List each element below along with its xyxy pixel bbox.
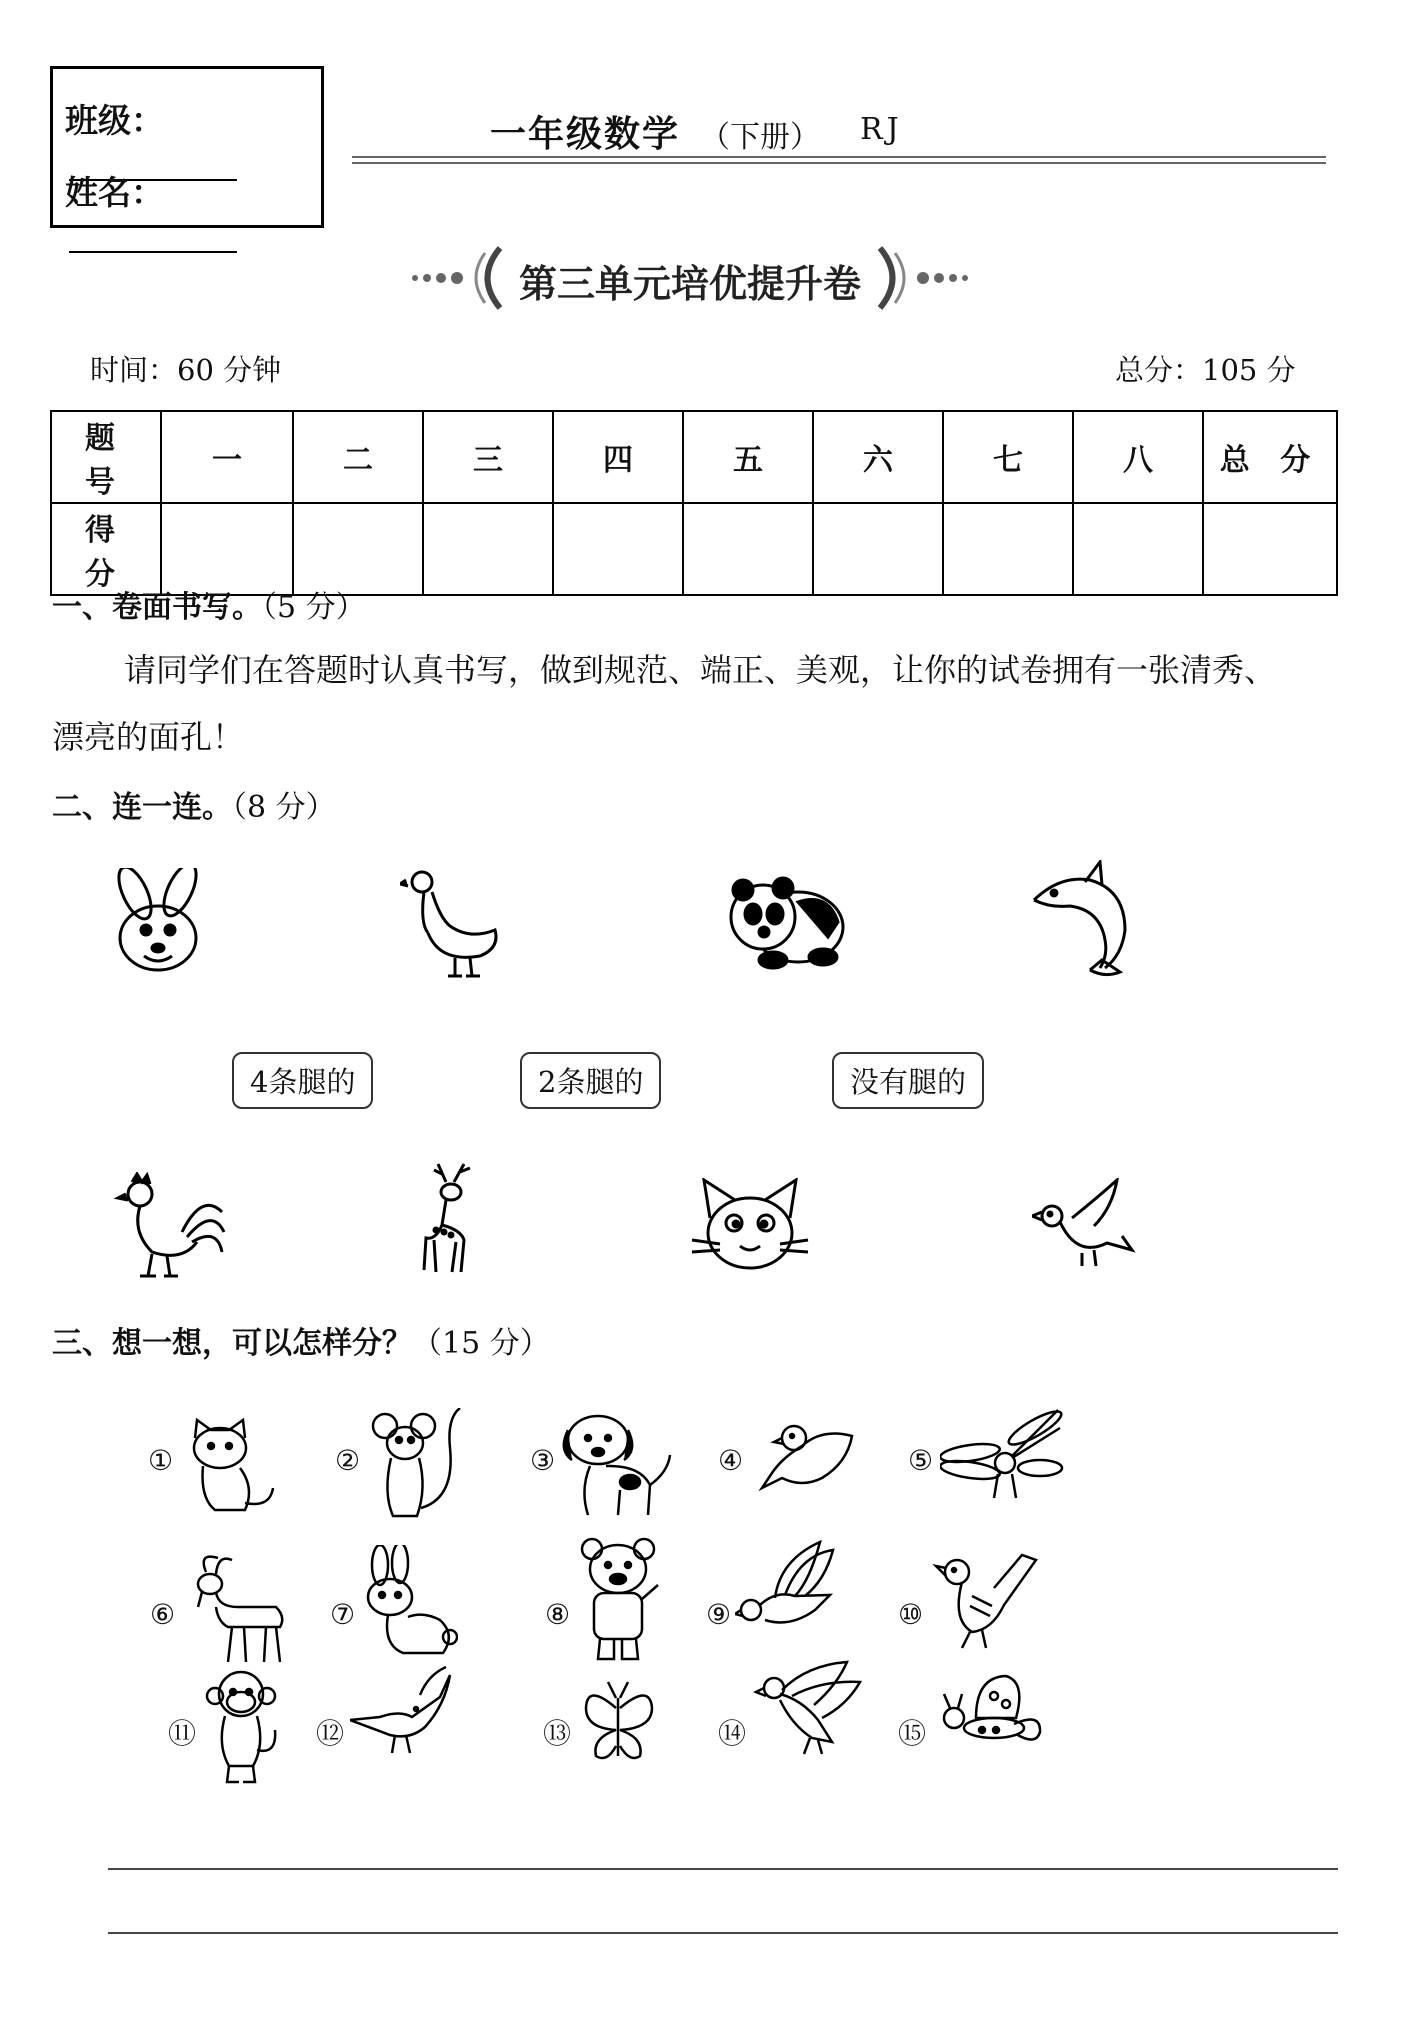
cat-icon[interactable]	[185, 1418, 275, 1516]
answer-line-2[interactable]	[108, 1932, 1338, 1934]
deer-icon[interactable]	[406, 1160, 486, 1285]
header-edition: RJ	[860, 112, 903, 147]
item-number: ⑭	[718, 1717, 747, 1750]
category-two-legs[interactable]: 2条腿的	[520, 1052, 661, 1109]
item-number: ⑥	[150, 1598, 176, 1631]
header-title: 一年级数学	[490, 114, 681, 155]
goat-icon[interactable]	[188, 1552, 288, 1667]
section1-points: （5 分）	[262, 590, 366, 625]
item-number: ⑨	[706, 1598, 732, 1631]
item-number: ③	[530, 1444, 556, 1477]
butterfly-icon[interactable]	[582, 1678, 657, 1763]
unit-banner	[405, 243, 975, 313]
item-number: ⑪	[168, 1717, 197, 1750]
section3-points: （15 分）	[412, 1326, 550, 1361]
mouse-icon[interactable]	[365, 1408, 465, 1528]
col-3: 三	[423, 411, 553, 503]
col-4: 四	[553, 411, 683, 503]
score-cell[interactable]	[683, 503, 813, 595]
eagle-icon[interactable]	[752, 1660, 862, 1758]
name-label: 姓名：	[65, 173, 164, 212]
rabbit-icon[interactable]	[358, 1545, 458, 1660]
section1-text-line1: 请同学们在答题时认真书写，做到规范、端正、美观，让你的试卷拥有一张清秀、	[124, 651, 1277, 689]
item-number: ⑦	[330, 1598, 356, 1631]
dolphin-icon[interactable]	[1030, 860, 1140, 985]
col-5: 五	[683, 411, 813, 503]
total-score: 总分：105 分	[1115, 353, 1296, 387]
section2-points: （8 分）	[232, 790, 336, 825]
item-number: ④	[718, 1444, 744, 1477]
name-field[interactable]	[69, 221, 237, 253]
score-table-header-row	[51, 411, 1337, 503]
item-number: ⑮	[898, 1717, 927, 1750]
item-number: ⑬	[543, 1717, 572, 1750]
category-no-legs[interactable]: 没有腿的	[832, 1052, 984, 1109]
col-7: 七	[943, 411, 1073, 503]
class-label: 班级：	[65, 101, 164, 140]
col-total: 总 分	[1203, 411, 1337, 503]
dove-icon[interactable]	[735, 1540, 835, 1635]
item-number: ①	[148, 1444, 174, 1477]
section2-title-text: 二、连一连。	[52, 790, 232, 825]
rooster-icon[interactable]	[112, 1172, 227, 1282]
header-subtitle: （下册）	[700, 120, 820, 155]
item-number: ⑩	[898, 1598, 924, 1631]
bird-icon[interactable]	[350, 1665, 455, 1760]
name-row	[65, 167, 321, 253]
item-number: ⑫	[316, 1717, 345, 1750]
dragonfly-icon[interactable]	[940, 1408, 1065, 1503]
time-limit: 时间：60 分钟	[90, 353, 282, 387]
unit-banner-title: 第三单元培优提升卷	[518, 262, 861, 306]
panda-icon[interactable]	[728, 872, 848, 972]
bird-icon[interactable]	[1032, 1178, 1142, 1273]
header-rule-top	[352, 156, 1326, 158]
score-cell[interactable]	[1073, 503, 1203, 595]
score-table-score-label: 得 分	[51, 503, 161, 595]
cat-icon[interactable]	[690, 1178, 810, 1278]
section2-title	[52, 782, 336, 826]
section3-title-text: 三、想一想，可以怎样分？	[52, 1326, 412, 1361]
section1-title-text: 一、卷面书写。	[52, 590, 262, 625]
section3-title	[52, 1318, 550, 1362]
header-rule-bottom	[352, 162, 1326, 164]
col-8: 八	[1073, 411, 1203, 503]
score-table	[50, 410, 1338, 596]
score-cell[interactable]	[813, 503, 943, 595]
score-cell[interactable]	[1203, 503, 1337, 595]
score-cell[interactable]	[553, 503, 683, 595]
answer-line-1[interactable]	[108, 1868, 1338, 1870]
monkey-icon[interactable]	[205, 1670, 285, 1785]
score-cell[interactable]	[943, 503, 1073, 595]
butterfly-icon[interactable]	[936, 1672, 1046, 1752]
goose-icon[interactable]	[400, 868, 510, 983]
item-number: ②	[335, 1444, 361, 1477]
item-number: ⑤	[908, 1444, 934, 1477]
col-1: 一	[161, 411, 293, 503]
item-number: ⑧	[545, 1598, 571, 1631]
score-table-header-label: 题 号	[51, 411, 161, 503]
dog-icon[interactable]	[560, 1410, 675, 1522]
category-four-legs[interactable]: 4条腿的	[232, 1052, 373, 1109]
section1-title	[52, 582, 366, 626]
score-cell[interactable]	[423, 503, 553, 595]
section1-text-line2: 漂亮的面孔！	[52, 718, 245, 756]
col-2: 二	[293, 411, 423, 503]
bird-icon[interactable]	[932, 1550, 1042, 1650]
name-box	[50, 66, 324, 228]
col-6: 六	[813, 411, 943, 503]
rabbit-icon[interactable]	[100, 868, 220, 978]
bird-icon[interactable]	[752, 1418, 862, 1498]
bear-icon[interactable]	[578, 1535, 663, 1663]
